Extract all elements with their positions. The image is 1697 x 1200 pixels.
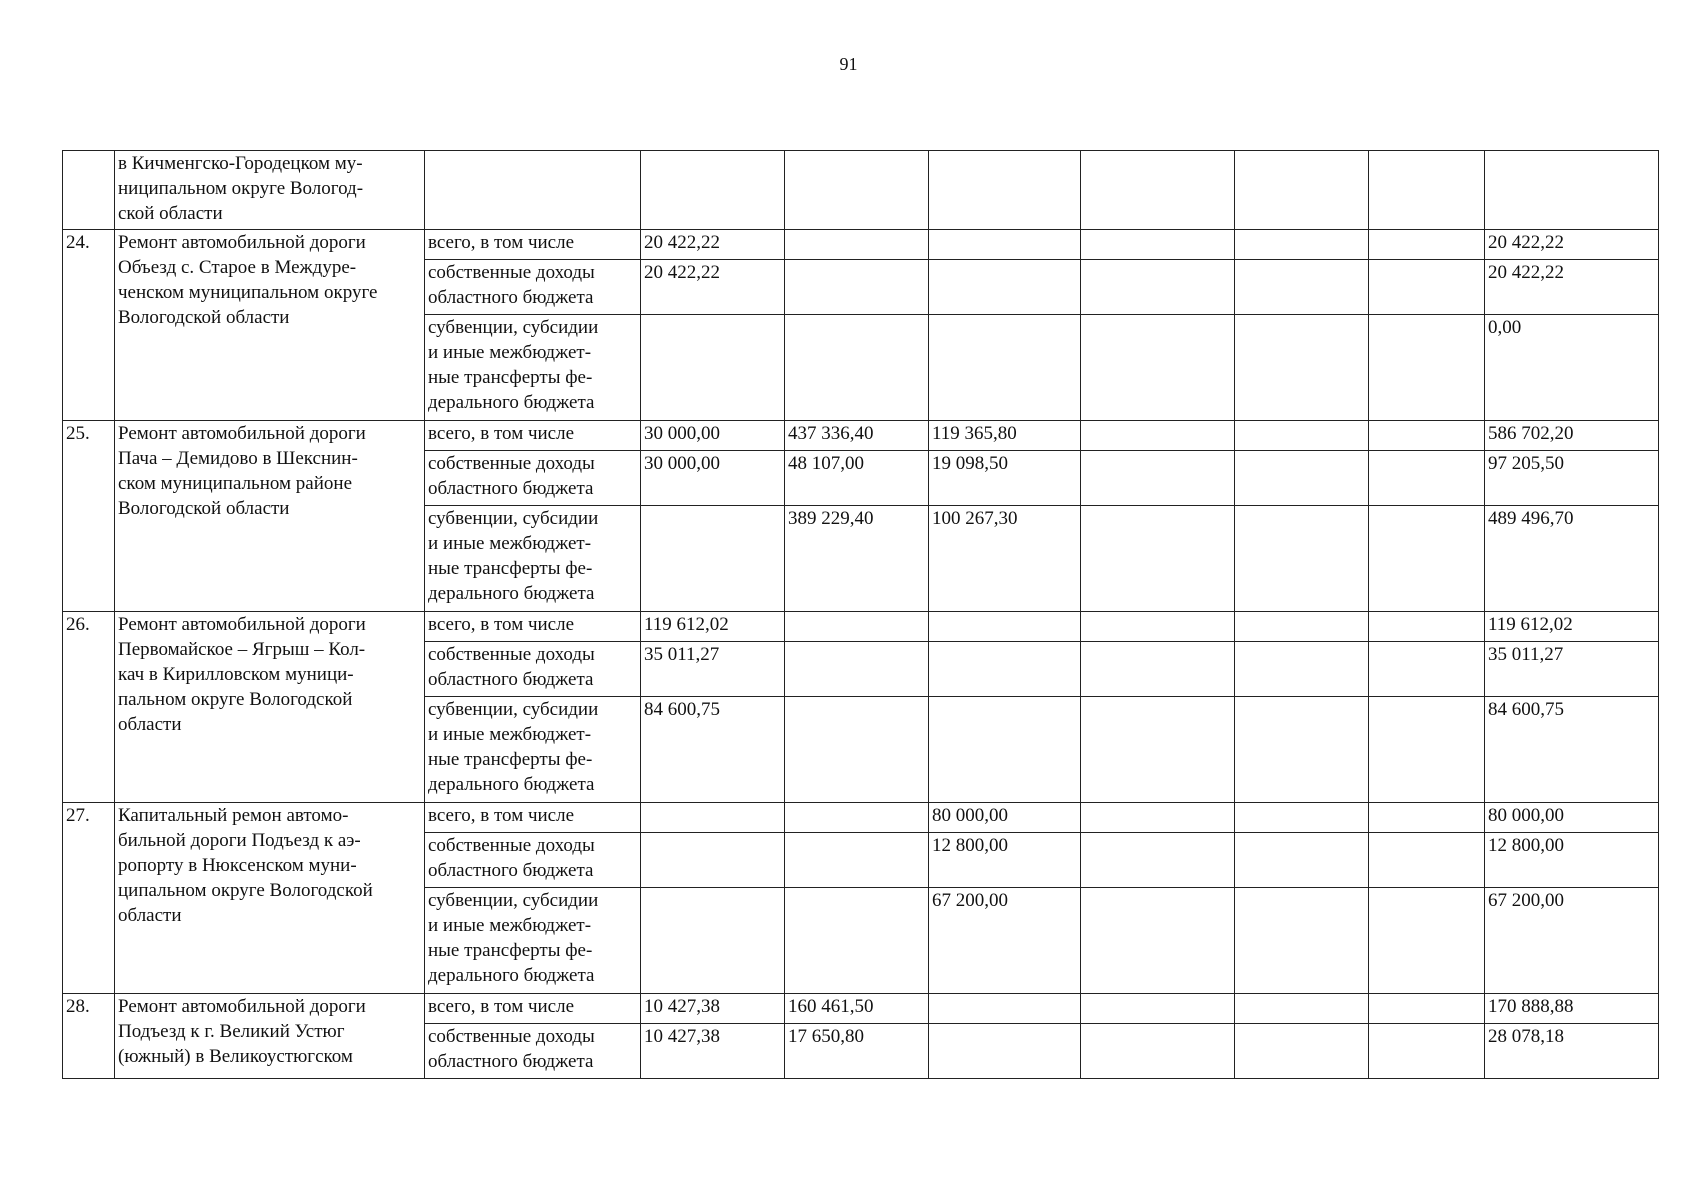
value-cell [641, 151, 785, 230]
value-cell [929, 151, 1081, 230]
value-cell [641, 315, 785, 421]
value-cell [785, 803, 929, 833]
total-cell: 97 205,50 [1485, 451, 1659, 506]
value-cell [1369, 506, 1485, 612]
value-cell: 100 267,30 [929, 506, 1081, 612]
value-cell [785, 612, 929, 642]
value-cell [929, 230, 1081, 260]
value-cell [1369, 994, 1485, 1024]
value-cell [929, 1024, 1081, 1079]
value-cell [1369, 315, 1485, 421]
value-cell [1369, 451, 1485, 506]
funding-source-cell: собственные доходы областного бюджета [425, 1024, 641, 1079]
value-cell [641, 833, 785, 888]
funding-source-cell: всего, в том числе [425, 230, 641, 260]
value-cell [1081, 151, 1235, 230]
budget-table [62, 150, 1659, 1079]
value-cell: 30 000,00 [641, 451, 785, 506]
total-cell: 489 496,70 [1485, 506, 1659, 612]
value-cell [1235, 642, 1369, 697]
total-cell: 28 078,18 [1485, 1024, 1659, 1079]
funding-source-cell: всего, в том числе [425, 612, 641, 642]
funding-source-cell: собственные доходы областного бюджета [425, 451, 641, 506]
value-cell [1369, 260, 1485, 315]
funding-source-cell: всего, в том числе [425, 421, 641, 451]
value-cell [1369, 230, 1485, 260]
total-cell: 84 600,75 [1485, 697, 1659, 803]
value-cell [1235, 260, 1369, 315]
funding-source-cell: собственные доходы областного бюджета [425, 260, 641, 315]
value-cell: 48 107,00 [785, 451, 929, 506]
total-cell: 80 000,00 [1485, 803, 1659, 833]
total-cell: 586 702,20 [1485, 421, 1659, 451]
value-cell [1369, 697, 1485, 803]
value-cell [785, 888, 929, 994]
table-row [63, 421, 1659, 451]
value-cell: 30 000,00 [641, 421, 785, 451]
value-cell [785, 151, 929, 230]
total-cell: 35 011,27 [1485, 642, 1659, 697]
value-cell [1081, 230, 1235, 260]
value-cell [785, 833, 929, 888]
value-cell [1081, 315, 1235, 421]
funding-source-cell: субвенции, субсидии и иные межбюджет- ные трансферты фе- дерального бюджета [425, 697, 641, 803]
value-cell [1369, 888, 1485, 994]
value-cell [929, 642, 1081, 697]
funding-source-cell: субвенции, субсидии и иные межбюджет- ные трансферты фе- дерального бюджета [425, 506, 641, 612]
value-cell [1235, 697, 1369, 803]
object-name-cell: Ремонт автомобильной дороги Первомайское – Ягрыш – Кол- кач в Кирилловском муници- пальном округе Вологодской области [115, 612, 425, 803]
value-cell: 12 800,00 [929, 833, 1081, 888]
value-cell [785, 697, 929, 803]
value-cell: 35 011,27 [641, 642, 785, 697]
total-cell: 12 800,00 [1485, 833, 1659, 888]
value-cell [1081, 451, 1235, 506]
value-cell [1081, 421, 1235, 451]
value-cell [1235, 315, 1369, 421]
total-cell [1485, 151, 1659, 230]
value-cell [1081, 888, 1235, 994]
value-cell [929, 994, 1081, 1024]
value-cell: 19 098,50 [929, 451, 1081, 506]
funding-source-cell: всего, в том числе [425, 803, 641, 833]
value-cell [1081, 994, 1235, 1024]
value-cell [1235, 888, 1369, 994]
value-cell [1235, 506, 1369, 612]
object-name-cell: в Кичменгско-Городецком му- ниципальном округе Вологод- ской области [115, 151, 425, 230]
total-cell: 67 200,00 [1485, 888, 1659, 994]
value-cell [1369, 151, 1485, 230]
value-cell [641, 803, 785, 833]
row-number-cell: 28. [63, 994, 115, 1079]
object-name-cell: Ремонт автомобильной дороги Подъезд к г. Великий Устюг (южный) в Великоустюгском [115, 994, 425, 1079]
value-cell [1369, 642, 1485, 697]
object-name-cell: Ремонт автомобильной дороги Объезд с. Старое в Междуре- ченском муниципальном округе Вологодской области [115, 230, 425, 421]
value-cell: 119 612,02 [641, 612, 785, 642]
value-cell [1235, 994, 1369, 1024]
row-number-cell: 25. [63, 421, 115, 612]
total-cell: 170 888,88 [1485, 994, 1659, 1024]
value-cell [1369, 612, 1485, 642]
value-cell [1081, 506, 1235, 612]
value-cell [1235, 833, 1369, 888]
value-cell [929, 315, 1081, 421]
value-cell [785, 230, 929, 260]
table-row [63, 803, 1659, 833]
value-cell [929, 612, 1081, 642]
value-cell: 84 600,75 [641, 697, 785, 803]
value-cell [1369, 421, 1485, 451]
value-cell [785, 260, 929, 315]
total-cell: 0,00 [1485, 315, 1659, 421]
total-cell: 119 612,02 [1485, 612, 1659, 642]
row-number-cell: 24. [63, 230, 115, 421]
table-row [63, 230, 1659, 260]
object-name-cell: Капитальный ремон автомо- бильной дороги Подъезд к аэ- ропорту в Нюксенском муни- ципальном округе Вологодской области [115, 803, 425, 994]
funding-source-cell: собственные доходы областного бюджета [425, 833, 641, 888]
value-cell [1235, 612, 1369, 642]
value-cell [1081, 260, 1235, 315]
value-cell: 10 427,38 [641, 1024, 785, 1079]
value-cell: 20 422,22 [641, 260, 785, 315]
value-cell [785, 315, 929, 421]
total-cell: 20 422,22 [1485, 260, 1659, 315]
value-cell: 160 461,50 [785, 994, 929, 1024]
value-cell [1081, 642, 1235, 697]
funding-source-cell: всего, в том числе [425, 994, 641, 1024]
value-cell [1235, 151, 1369, 230]
object-name-cell: Ремонт автомобильной дороги Пача – Демидово в Шекснин- ском муниципальном районе Вологодской области [115, 421, 425, 612]
value-cell [929, 697, 1081, 803]
funding-source-cell: собственные доходы областного бюджета [425, 642, 641, 697]
value-cell [1235, 230, 1369, 260]
value-cell [1081, 833, 1235, 888]
value-cell [1081, 697, 1235, 803]
value-cell: 437 336,40 [785, 421, 929, 451]
table-row [63, 612, 1659, 642]
value-cell [1235, 451, 1369, 506]
row-number-cell: 26. [63, 612, 115, 803]
value-cell [1235, 421, 1369, 451]
funding-source-cell: субвенции, субсидии и иные межбюджет- ные трансферты фе- дерального бюджета [425, 315, 641, 421]
value-cell [641, 506, 785, 612]
continued-row [63, 151, 1659, 230]
table-row [63, 994, 1659, 1024]
row-number-cell [63, 151, 115, 230]
value-cell [929, 260, 1081, 315]
value-cell: 389 229,40 [785, 506, 929, 612]
value-cell [1369, 1024, 1485, 1079]
value-cell: 17 650,80 [785, 1024, 929, 1079]
value-cell [785, 642, 929, 697]
funding-source-cell [425, 151, 641, 230]
value-cell [1369, 803, 1485, 833]
value-cell [1235, 803, 1369, 833]
value-cell [1081, 803, 1235, 833]
value-cell [641, 888, 785, 994]
value-cell: 80 000,00 [929, 803, 1081, 833]
value-cell [1235, 1024, 1369, 1079]
value-cell: 20 422,22 [641, 230, 785, 260]
row-number-cell: 27. [63, 803, 115, 994]
value-cell [1081, 1024, 1235, 1079]
value-cell: 67 200,00 [929, 888, 1081, 994]
value-cell: 119 365,80 [929, 421, 1081, 451]
value-cell [1369, 833, 1485, 888]
funding-source-cell: субвенции, субсидии и иные межбюджет- ные трансферты фе- дерального бюджета [425, 888, 641, 994]
total-cell: 20 422,22 [1485, 230, 1659, 260]
value-cell [1081, 612, 1235, 642]
page-number: 91 [839, 54, 858, 74]
value-cell: 10 427,38 [641, 994, 785, 1024]
